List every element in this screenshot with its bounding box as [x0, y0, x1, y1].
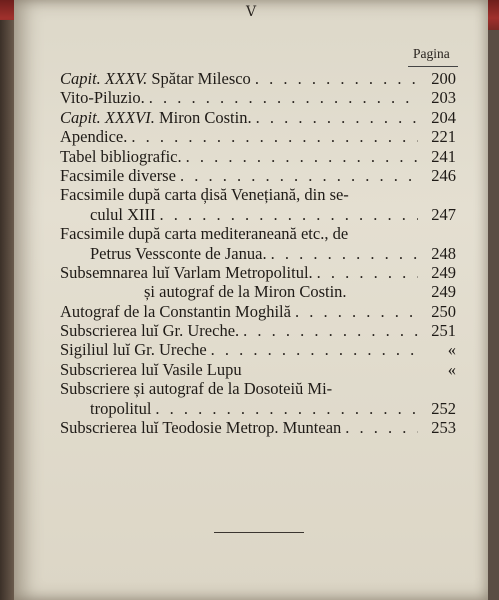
page-number: V — [245, 4, 257, 20]
chapter-prefix: Capit. XXXVI. — [60, 107, 155, 127]
dot-leader — [271, 244, 418, 263]
dot-leader — [131, 127, 418, 146]
toc-entry — [60, 69, 456, 88]
toc-entry — [60, 282, 456, 301]
entry-page: 250 — [431, 301, 456, 321]
page-column-header: Pagina — [413, 46, 450, 61]
toc-entry — [60, 340, 456, 359]
table-of-contents — [60, 69, 456, 437]
entry-page: 204 — [431, 107, 456, 127]
toc-entry — [60, 360, 456, 379]
toc-entry — [60, 166, 456, 185]
toc-entry — [60, 108, 456, 127]
dot-leader — [243, 321, 418, 340]
entry-page: 251 — [431, 321, 456, 341]
entry-page: 249 — [431, 262, 456, 282]
entry-title: Facsimile după carta ḑisă Venețiană, din se- — [60, 185, 349, 205]
dot-leader — [180, 166, 418, 185]
entry-title: Subscriere și autograf de la Dosoteiŭ Mi- — [60, 379, 333, 399]
toc-entry — [60, 263, 456, 282]
entry-title: Sigiliul luĭ Gr. Ureche — [60, 340, 207, 360]
entry-title: Petrus Vessconte de Janua. — [90, 243, 267, 263]
toc-entry — [60, 185, 456, 204]
footer-rule — [214, 532, 304, 533]
dot-leader — [255, 69, 418, 88]
entry-title: culul XIII — [90, 204, 156, 224]
entry-page: 249 — [431, 282, 456, 302]
entry-page: 246 — [431, 165, 456, 185]
toc-entry — [60, 127, 456, 146]
toc-entry — [60, 147, 456, 166]
entry-title: Subscrierea luĭ Teodosie Metrop. Muntean — [60, 418, 342, 438]
entry-title: Tabel bibliografic. — [60, 146, 182, 166]
entry-page: 200 — [431, 69, 456, 88]
entry-page: 252 — [431, 398, 456, 418]
toc-entry-continuation — [60, 205, 456, 224]
chapter-prefix: Capit. XXXV. — [60, 69, 148, 88]
header-rule — [408, 66, 458, 67]
entry-page: 241 — [431, 146, 456, 166]
entry-title: Subsemnarea luĭ Varlam Metropolitul. — [60, 262, 313, 282]
dot-leader — [211, 340, 418, 359]
toc-entry — [60, 302, 456, 321]
toc-entry — [60, 321, 456, 340]
entry-title: și autograf de la Miron Costin. — [144, 282, 347, 302]
entry-title: Facsimile diverse — [60, 165, 176, 185]
entry-title: tropolitul — [90, 398, 152, 418]
dot-leader — [186, 147, 418, 166]
entry-title: Autograf de la Constantin Moghilă — [60, 301, 291, 321]
book-page — [14, 0, 488, 600]
entry-title: Subscrierea luĭ Gr. Ureche. — [60, 321, 240, 341]
dot-leader — [160, 205, 418, 224]
dot-leader — [149, 88, 418, 107]
entry-title: Facsimile după carta mediteraneană etc., de — [60, 224, 349, 244]
entry-title: Vito-Piluzio. — [60, 88, 145, 108]
toc-entry-continuation — [60, 244, 456, 263]
entry-page: 203 — [431, 88, 456, 108]
entry-page: 253 — [431, 418, 456, 438]
dot-leader — [295, 302, 418, 321]
entry-page: 248 — [431, 243, 456, 263]
entry-page: « — [447, 340, 456, 360]
dot-leader — [345, 418, 418, 437]
toc-entry — [60, 88, 456, 107]
entry-page: 221 — [431, 127, 456, 147]
dot-leader — [317, 263, 418, 282]
entry-title: Miron Costin. — [158, 107, 252, 127]
entry-title: Spătar Milesco — [151, 69, 251, 88]
toc-entry-continuation — [60, 399, 456, 418]
dot-leader — [155, 399, 418, 418]
toc-entry — [60, 224, 456, 243]
toc-entry — [60, 379, 456, 398]
dot-leader — [256, 108, 418, 127]
entry-page: 247 — [431, 204, 456, 224]
entry-title: Apendice. — [60, 127, 128, 147]
toc-entry — [60, 418, 456, 437]
entry-title: Subscrierea luĭ Vasile Lupu — [60, 359, 242, 379]
entry-page: « — [447, 359, 456, 379]
